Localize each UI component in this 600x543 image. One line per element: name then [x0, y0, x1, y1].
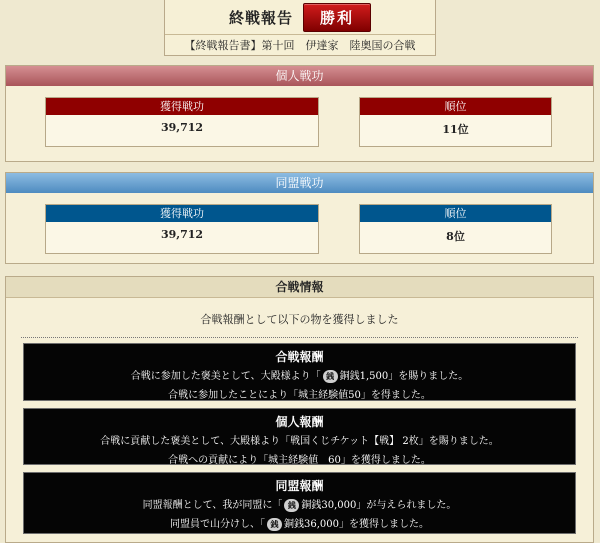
alliance-reward-line-1-post: 銅銭30,000」が与えられました。	[301, 500, 457, 511]
battle-reward-line-1-post: 銅銭1,500」を賜りました。	[339, 371, 469, 382]
alliance-earned-value: 39,712	[160, 228, 204, 241]
alliance-merit-panel	[5, 172, 594, 264]
battle-reward-line-1	[24, 369, 575, 384]
personal-reward-title: 個人報酬	[275, 415, 324, 429]
personal-reward-line-2: 合戦への貢献により「城主経験値 60」を獲得しました。	[168, 455, 431, 466]
report-subtitle: 【終戦報告書】第十回 伊達家 陸奥国の合戦	[184, 39, 416, 52]
alliance-reward-title: 同盟報酬	[275, 479, 324, 493]
alliance-reward-line-2-post: 銅銭36,000」を獲得しました。	[284, 519, 429, 530]
alliance-reward-line-1-pre: 同盟報酬として、我が同盟に「	[142, 500, 283, 511]
alliance-reward-line-1	[24, 498, 575, 513]
battle-info-panel	[5, 276, 594, 543]
alliance-reward-line-2	[24, 517, 575, 532]
personal-reward-block	[23, 408, 576, 465]
personal-rank-label: 順位	[360, 98, 551, 115]
battle-reward-block	[23, 343, 576, 401]
personal-earned-value: 39,712	[160, 121, 204, 134]
victory-badge: 勝利	[303, 3, 371, 32]
alliance-earned-label: 獲得戦功	[46, 205, 318, 222]
personal-earned-label: 獲得戦功	[46, 98, 318, 115]
copper-coin-icon: 銭	[284, 499, 299, 512]
alliance-merit-title: 同盟戦功	[6, 173, 593, 193]
battle-reward-title: 合戦報酬	[275, 350, 324, 364]
copper-coin-icon: 銭	[323, 370, 338, 383]
battle-info-intro: 合戦報酬として以下の物を獲得しました	[200, 313, 399, 326]
battle-info-title: 合戦情報	[6, 277, 593, 298]
alliance-reward-line-2-pre: 同盟員で山分けし、「	[170, 519, 265, 530]
personal-merit-panel	[5, 65, 594, 162]
battle-reward-line-1-pre: 合戦に参加した褒美として、大殿様より「	[130, 371, 321, 382]
personal-reward-line-1: 合戦に貢献した褒美として、大殿様より「戦国くじチケット【戦】 2枚」を賜りました。	[100, 436, 499, 447]
dotted-divider	[21, 337, 578, 338]
alliance-rank-value: 8位	[446, 230, 465, 243]
personal-rank-box	[359, 97, 552, 147]
battle-report-header	[164, 0, 436, 56]
personal-merit-title: 個人戦功	[6, 66, 593, 86]
personal-earned-box	[45, 97, 319, 147]
page-title: 終戦報告	[228, 8, 293, 27]
alliance-earned-box	[45, 204, 319, 254]
header-title-row	[165, 0, 435, 35]
copper-coin-icon: 銭	[267, 518, 282, 531]
alliance-reward-block	[23, 472, 576, 534]
battle-reward-line-2: 合戦に参加したことにより「城主経験値50」を得ました。	[168, 390, 431, 401]
personal-rank-value: 11位	[442, 123, 469, 136]
alliance-rank-box	[359, 204, 552, 254]
alliance-rank-label: 順位	[360, 205, 551, 222]
